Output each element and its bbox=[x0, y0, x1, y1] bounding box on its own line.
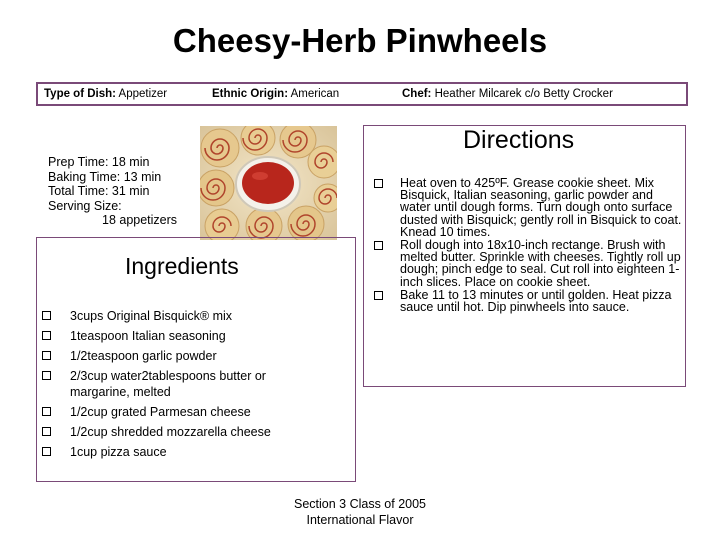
ingredient-item bbox=[42, 444, 342, 460]
direction-text: Bake 11 to 13 minutes or until golden. Heat pizza sauce until hot. Dip pinwheels into sauce. bbox=[400, 287, 672, 315]
chef-label: Chef: bbox=[402, 88, 432, 100]
serving-size-value: 18 appetizers bbox=[102, 213, 178, 227]
direction-text: Roll dough into 18x10-inch rectange. Brush with melted butter. Sprinkle with cheeses. Tightly roll up dough; pinch edge to seal. Cut roll into eighteen 1-inch slices. Place on cookie sheet. bbox=[400, 238, 681, 289]
chef bbox=[402, 88, 613, 100]
sauce-bowl bbox=[236, 157, 300, 211]
ingredient-text: 1/2cup shredded mozzarella cheese bbox=[70, 425, 271, 439]
ingredient-item bbox=[42, 404, 342, 420]
baking-time: Baking Time: 13 min bbox=[48, 169, 162, 184]
ingredient-text: 1/2teaspoon garlic powder bbox=[70, 349, 217, 363]
directions-heading: Directions bbox=[463, 126, 575, 154]
ingredient-text: 2/3cup water2tablespoons butter or margarine, melted bbox=[70, 369, 266, 399]
serving-size-label: Serving Size: bbox=[48, 198, 122, 213]
dish-type-value: Appetizer bbox=[118, 88, 168, 100]
checkbox-bullet-icon bbox=[42, 427, 51, 436]
checkbox-bullet-icon bbox=[42, 331, 51, 340]
checkbox-bullet-icon bbox=[374, 291, 383, 300]
chef-value: Heather Milcarek c/o Betty Crocker bbox=[434, 88, 613, 100]
ethnic-origin bbox=[212, 88, 339, 100]
ethnic-origin-value: American bbox=[290, 88, 340, 100]
ingredient-item bbox=[42, 368, 290, 400]
ingredient-text: 3cups Original Bisquick® mix bbox=[70, 309, 233, 323]
ingredient-item bbox=[42, 308, 342, 324]
footer-line-1: Section 3 Class of 2005 bbox=[293, 497, 427, 511]
ingredients-heading: Ingredients bbox=[125, 253, 239, 279]
footer-line-2: International Flavor bbox=[306, 513, 414, 527]
ingredient-item bbox=[42, 424, 342, 440]
recipe-info-bar bbox=[36, 82, 688, 106]
checkbox-bullet-icon bbox=[374, 241, 383, 250]
prep-time: Prep Time: 18 min bbox=[48, 155, 150, 169]
ingredient-item bbox=[42, 328, 342, 344]
direction-step bbox=[374, 289, 682, 313]
ingredient-text: 1teaspoon Italian seasoning bbox=[70, 329, 226, 343]
checkbox-bullet-icon bbox=[374, 179, 383, 188]
ingredient-text: 1/2cup grated Parmesan cheese bbox=[70, 405, 251, 419]
dish-type-label: Type of Dish: bbox=[44, 88, 116, 100]
direction-step bbox=[374, 239, 682, 288]
checkbox-bullet-icon bbox=[42, 371, 51, 380]
total-time: Total Time: 31 min bbox=[48, 184, 150, 198]
ingredient-text: 1cup pizza sauce bbox=[70, 445, 167, 459]
dish-type bbox=[44, 88, 167, 100]
checkbox-bullet-icon bbox=[42, 311, 51, 320]
direction-text: Heat oven to 425ºF. Grease cookie sheet. Mix Bisquick, Italian seasoning, garlic powder and water until dough forms. Turn dough onto surface dusted with Bisquick; gently roll in Bisquick to coat. Knead 10 times. bbox=[400, 176, 682, 239]
directions-list bbox=[374, 177, 682, 314]
direction-step bbox=[374, 177, 682, 238]
pinwheels-photo bbox=[200, 126, 337, 240]
footer bbox=[0, 496, 720, 528]
page-title: Cheesy-Herb Pinwheels bbox=[172, 22, 548, 59]
time-info bbox=[48, 155, 177, 228]
ingredient-item bbox=[42, 348, 342, 364]
ingredients-list bbox=[42, 308, 342, 464]
checkbox-bullet-icon bbox=[42, 447, 51, 456]
checkbox-bullet-icon bbox=[42, 407, 51, 416]
checkbox-bullet-icon bbox=[42, 351, 51, 360]
ethnic-origin-label: Ethnic Origin: bbox=[212, 88, 289, 100]
